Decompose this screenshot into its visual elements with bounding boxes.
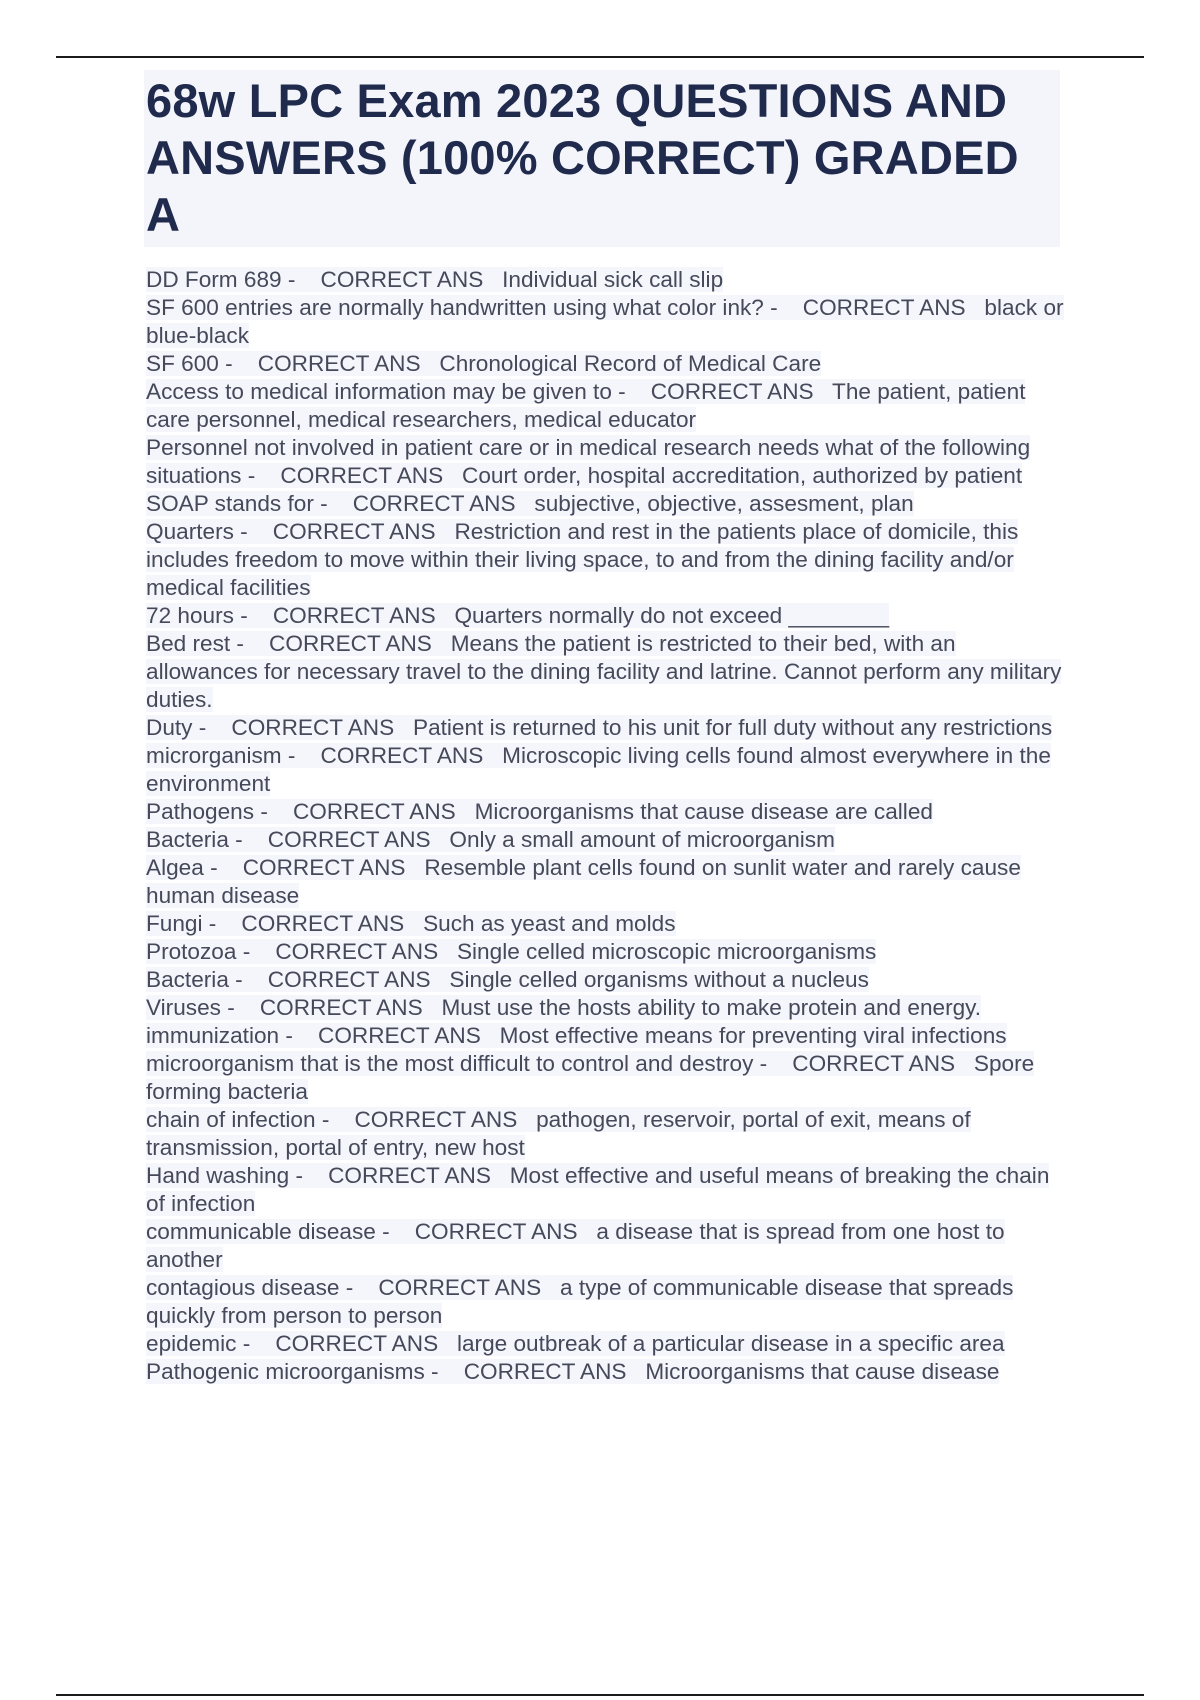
- qa-entry: [146, 910, 1066, 938]
- qa-entry: [146, 1162, 1066, 1218]
- correct-ans-label: CORRECT ANS: [295, 267, 503, 292]
- qa-entry: [146, 714, 1066, 742]
- answer-text: Spore forming bacteria: [146, 1051, 1035, 1104]
- qa-entry: [146, 518, 1066, 602]
- qa-entry-text: [146, 379, 1025, 432]
- qa-entry: [146, 1330, 1066, 1358]
- question-text: Duty -: [146, 715, 207, 740]
- correct-ans-label: CORRECT ANS: [295, 743, 503, 768]
- correct-ans-label: CORRECT ANS: [247, 519, 455, 544]
- qa-entry: [146, 966, 1066, 994]
- correct-ans-label: CORRECT ANS: [267, 799, 475, 824]
- qa-entry: [146, 378, 1066, 434]
- question-text: Personnel not involved in patient care or in medical research needs what of the following situations -: [146, 435, 1031, 488]
- answer-text: black or blue-black: [146, 295, 1064, 348]
- title-block: [144, 70, 1060, 247]
- correct-ans-label: CORRECT ANS: [327, 491, 535, 516]
- correct-ans-label: CORRECT ANS: [438, 1359, 646, 1384]
- question-text: Algea -: [146, 855, 218, 880]
- qa-entry: [146, 350, 1066, 378]
- question-text: Pathogenic microorganisms -: [146, 1359, 439, 1384]
- answer-text: Chronological Record of Medical Care: [439, 351, 822, 376]
- correct-ans-label: CORRECT ANS: [389, 1219, 597, 1244]
- qa-entry: [146, 742, 1066, 798]
- question-text: DD Form 689 -: [146, 267, 296, 292]
- qa-entry: [146, 602, 1066, 630]
- qa-entry-text: [146, 631, 1061, 712]
- qa-entry-text: [146, 1359, 999, 1384]
- correct-ans-label: CORRECT ANS: [250, 1331, 457, 1356]
- qa-entry: [146, 434, 1066, 490]
- question-text: Bacteria -: [146, 827, 243, 852]
- question-text: contagious disease -: [146, 1275, 354, 1300]
- correct-ans-label: CORRECT ANS: [217, 855, 425, 880]
- qa-entry-text: [146, 1023, 1007, 1048]
- qa-entry-text: [146, 1107, 971, 1160]
- correct-ans-label: CORRECT ANS: [216, 911, 424, 936]
- answer-text: Means the patient is restricted to their bed, with an allowances for necessary travel to the dining facility and latrine. Cannot perform any military duties.: [146, 631, 1062, 712]
- qa-entry-text: [146, 939, 876, 964]
- qa-entry: [146, 938, 1066, 966]
- qa-entry: [146, 490, 1066, 518]
- qa-entry: [146, 1022, 1066, 1050]
- question-text: Bed rest -: [146, 631, 244, 656]
- answer-text: Only a small amount of microorganism: [449, 827, 835, 852]
- qa-entry: [146, 1218, 1066, 1274]
- answer-text: Quarters normally do not exceed ________: [454, 603, 890, 628]
- answer-text: pathogen, reservoir, portal of exit, means of transmission, portal of entry, new host: [146, 1107, 971, 1160]
- answer-text: subjective, objective, assesment, plan: [534, 491, 914, 516]
- answer-text: The patient, patient care personnel, medical researchers, medical educator: [146, 379, 1026, 432]
- correct-ans-label: CORRECT ANS: [777, 295, 985, 320]
- correct-ans-label: CORRECT ANS: [242, 967, 450, 992]
- top-rule: [56, 56, 1144, 58]
- qa-entry-text: [146, 519, 1018, 600]
- qa-entry-text: [146, 435, 1030, 488]
- question-text: chain of infection -: [146, 1107, 330, 1132]
- answer-text: Microorganisms that cause disease: [645, 1359, 1000, 1384]
- question-text: 72 hours -: [146, 603, 248, 628]
- question-text: Viruses -: [146, 995, 235, 1020]
- answer-text: large outbreak of a particular disease in a specific area: [456, 1331, 1005, 1356]
- answer-text: Court order, hospital accreditation, authorized by patient: [462, 463, 1023, 488]
- answer-text: Most effective means for preventing viral infections: [499, 1023, 1007, 1048]
- question-text: Pathogens -: [146, 799, 268, 824]
- correct-ans-label: CORRECT ANS: [303, 1163, 510, 1188]
- question-text: microorganism that is the most difficult to control and destroy -: [146, 1051, 768, 1076]
- answer-text: a type of communicable disease that spreads quickly from person to person: [146, 1275, 1014, 1328]
- qa-entry-text: [146, 603, 889, 628]
- question-text: Quarters -: [146, 519, 248, 544]
- question-text: immunization -: [146, 1023, 293, 1048]
- qa-entry: [146, 994, 1066, 1022]
- answer-text: Microscopic living cells found almost everywhere in the environment: [146, 743, 1051, 796]
- qa-entry-text: [146, 1163, 1049, 1216]
- correct-ans-label: CORRECT ANS: [625, 379, 833, 404]
- answer-text: Such as yeast and molds: [423, 911, 676, 936]
- qa-entry-text: [146, 967, 869, 992]
- answer-text: Restriction and rest in the patients place of domicile, this includes freedom to move within their living space, to and from the dining facility and/or medical facilities: [146, 519, 1019, 600]
- qa-list: [146, 266, 1066, 1386]
- qa-entry-text: [146, 827, 835, 852]
- qa-entry-text: [146, 1051, 1034, 1104]
- question-text: Hand washing -: [146, 1163, 303, 1188]
- correct-ans-label: CORRECT ANS: [206, 715, 413, 740]
- qa-entry-text: [146, 1331, 1005, 1356]
- qa-entry-text: [146, 1219, 1005, 1272]
- question-text: epidemic -: [146, 1331, 251, 1356]
- qa-entry-text: [146, 911, 676, 936]
- correct-ans-label: CORRECT ANS: [353, 1275, 560, 1300]
- qa-entry-text: [146, 295, 1064, 348]
- question-text: SOAP stands for -: [146, 491, 328, 516]
- qa-entry: [146, 1106, 1066, 1162]
- qa-entry-text: [146, 491, 914, 516]
- qa-entry: [146, 294, 1066, 350]
- qa-entry: [146, 1358, 1066, 1386]
- correct-ans-label: CORRECT ANS: [767, 1051, 974, 1076]
- question-text: microrganism -: [146, 743, 296, 768]
- correct-ans-label: CORRECT ANS: [234, 995, 442, 1020]
- answer-text: Microorganisms that cause disease are called: [474, 799, 933, 824]
- bottom-rule: [56, 1694, 1144, 1696]
- document-title: 68w LPC Exam 2023 QUESTIONS AND ANSWERS (100% CORRECT) GRADED A: [146, 74, 1019, 241]
- answer-text: a disease that is spread from one host to another: [146, 1219, 1005, 1272]
- question-text: Bacteria -: [146, 967, 243, 992]
- answer-text: Individual sick call slip: [502, 267, 724, 292]
- qa-entry: [146, 826, 1066, 854]
- answer-text: Most effective and useful means of breaking the chain of infection: [146, 1163, 1050, 1216]
- answer-text: Single celled microscopic microorganisms: [456, 939, 877, 964]
- question-text: SF 600 -: [146, 351, 233, 376]
- qa-entry-text: [146, 1275, 1013, 1328]
- question-text: communicable disease -: [146, 1219, 390, 1244]
- qa-entry: [146, 1050, 1066, 1106]
- correct-ans-label: CORRECT ANS: [242, 827, 450, 852]
- qa-entry-text: [146, 855, 1021, 908]
- answer-text: Must use the hosts ability to make protein and energy.: [441, 995, 982, 1020]
- qa-entry: [146, 1274, 1066, 1330]
- qa-entry: [146, 266, 1066, 294]
- correct-ans-label: CORRECT ANS: [247, 603, 455, 628]
- question-text: SF 600 entries are normally handwritten using what color ink? -: [146, 295, 778, 320]
- qa-entry-text: [146, 743, 1051, 796]
- qa-entry-text: [146, 995, 981, 1020]
- correct-ans-label: CORRECT ANS: [232, 351, 440, 376]
- answer-text: Single celled organisms without a nucleus: [449, 967, 869, 992]
- question-text: Access to medical information may be given to -: [146, 379, 626, 404]
- qa-entry: [146, 854, 1066, 910]
- question-text: Fungi -: [146, 911, 217, 936]
- qa-entry-text: [146, 267, 723, 292]
- qa-entry-text: [146, 351, 821, 376]
- question-text: Protozoa -: [146, 939, 251, 964]
- qa-entry: [146, 630, 1066, 714]
- qa-entry-text: [146, 799, 933, 824]
- correct-ans-label: CORRECT ANS: [250, 939, 457, 964]
- answer-text: Resemble plant cells found on sunlit water and rarely cause human disease: [146, 855, 1021, 908]
- correct-ans-label: CORRECT ANS: [243, 631, 451, 656]
- correct-ans-label: CORRECT ANS: [292, 1023, 500, 1048]
- answer-text: Patient is returned to his unit for full duty without any restrictions: [413, 715, 1053, 740]
- qa-entry-text: [146, 715, 1052, 740]
- qa-entry: [146, 798, 1066, 826]
- correct-ans-label: CORRECT ANS: [255, 463, 462, 488]
- correct-ans-label: CORRECT ANS: [329, 1107, 537, 1132]
